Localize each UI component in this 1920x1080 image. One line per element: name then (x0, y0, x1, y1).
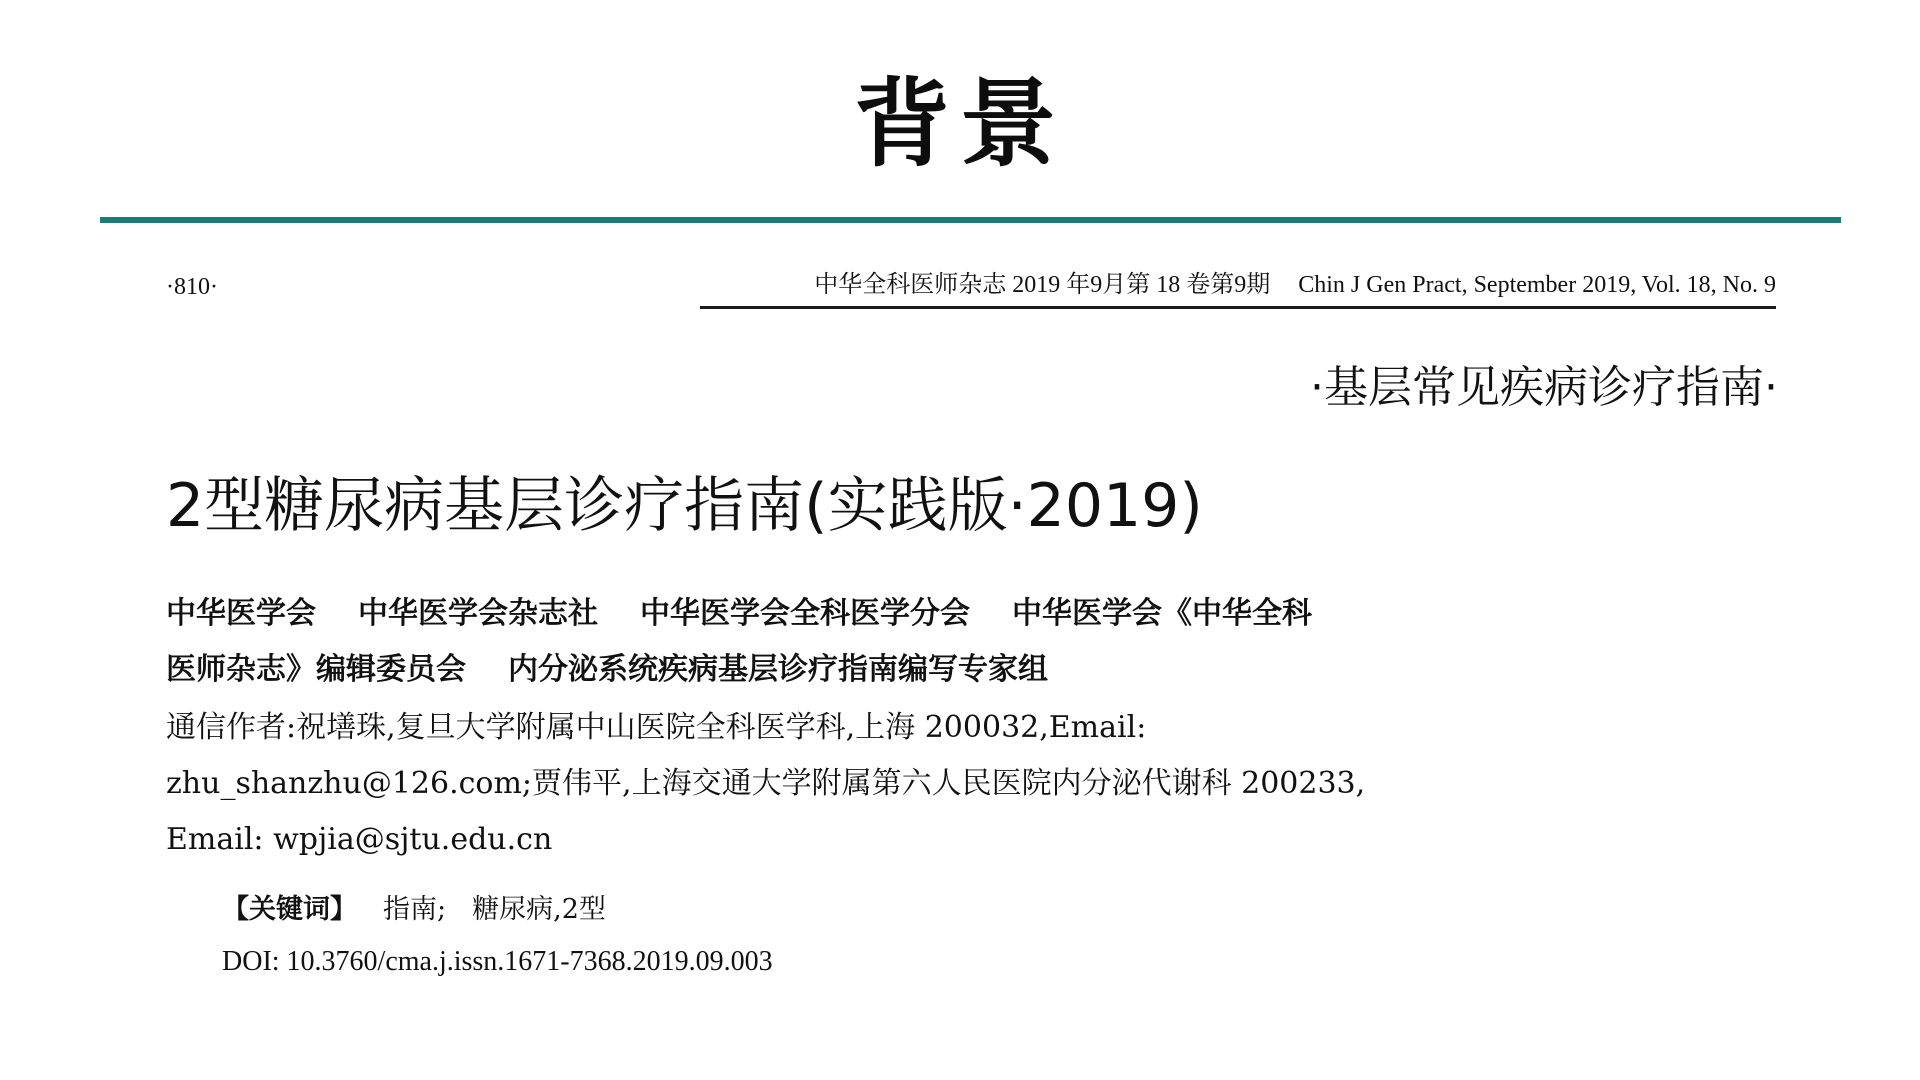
doi: DOI: 10.3760/cma.j.issn.1671-7368.2019.09.003 (222, 946, 773, 977)
section-label: ·基层常见疾病诊疗指南· (1310, 362, 1778, 413)
author-org: 医师杂志》编辑委员会 (166, 652, 466, 687)
author-org: 中华医学会全科医学分会 (640, 596, 970, 631)
paper-title: 2型糖尿病基层诊疗指南(实践版·2019) (166, 471, 1203, 541)
corresponding-authors (166, 700, 1486, 868)
journal-header-cn: 中华全科医师杂志 2019 年9月第 18 卷第9期 (814, 272, 1271, 298)
author-org: 中华医学会 (166, 596, 316, 631)
author-organizations (166, 586, 1486, 698)
keywords-label: 【关键词】 (222, 894, 357, 925)
correspondence-line: Email: wpjia@sjtu.edu.cn (166, 822, 553, 857)
keyword-item: 糖尿病,2型 (472, 894, 606, 925)
author-line-2 (166, 642, 1486, 698)
author-org: 中华医学会《中华全科 (1012, 596, 1312, 631)
journal-header (700, 268, 1776, 309)
keyword-item: 指南; (383, 894, 447, 925)
keywords (222, 888, 632, 932)
correspondence-line: 通信作者:祝墡珠,复旦大学附属中山医院全科医学科,上海 200032,Email: (166, 710, 1147, 745)
slide-title: 背景 (854, 67, 1066, 180)
page-number: ·810· (166, 274, 218, 300)
author-org: 中华医学会杂志社 (358, 596, 598, 631)
author-line-1 (166, 586, 1486, 642)
author-org: 内分泌系统疾病基层诊疗指南编写专家组 (508, 652, 1048, 687)
correspondence-line: zhu_shanzhu@126.com;贾伟平,上海交通大学附属第六人民医院内分泌代谢科 200233, (166, 766, 1366, 801)
journal-header-en: Chin J Gen Pract, September 2019, Vol. 18, No. 9 (1298, 272, 1776, 298)
